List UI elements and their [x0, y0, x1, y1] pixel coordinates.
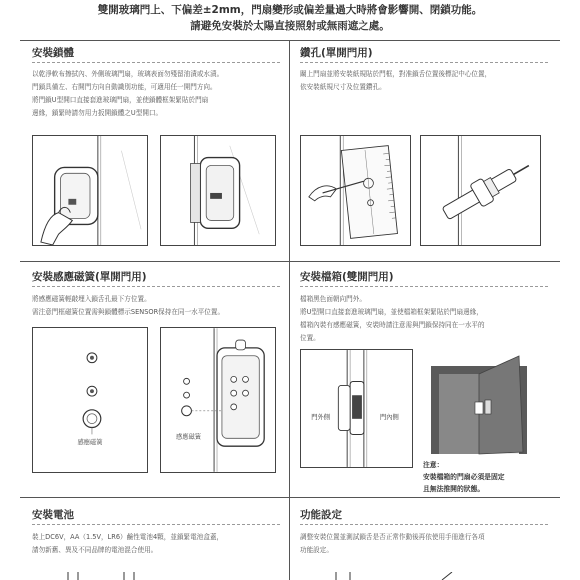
- label-door-inside: 門內側: [380, 413, 399, 421]
- sensor-magnet-label-left: 感應磁簧: [77, 439, 103, 447]
- double-door-illustration: [423, 352, 543, 456]
- section-rule: [32, 286, 280, 287]
- section-title-install-lock: 安裝鎖體: [32, 47, 74, 59]
- battery-text: 裝上DC6V，AA（1.5V，LR6）鹼性電池4顆，並鎖緊電池盒蓋， 請勿新舊、異及不同品牌的電池混合使用。: [32, 533, 224, 554]
- function-illustration-top: [330, 572, 470, 580]
- install-lock-text: 以乾淨軟布擦拭內、外側玻璃門扇，玻璃表面勿殘留油漬或水漬。 門鎖具備左、右開門方向自動識別功能，可適用任一開門方向。 將門鎖U型開口直接套進玻璃門扇，並使鎖體框架緊貼於門扇 邊緣，鎖緊時請勿用力扳開鎖體之U型開口。: [32, 70, 224, 117]
- section-title-stopper-box: 安裝檔箱(雙開門用): [300, 271, 394, 283]
- column-divider: [289, 40, 290, 580]
- sensor-magnet-illustration-1: [32, 327, 148, 473]
- top-notice-line-1: 雙開玻璃門上、下偏差±2mm，門扇變形或偏差量過大時將會影響開、閉鎖功能。: [97, 4, 483, 16]
- stopper-box-text: 檔箱黑色面朝向門外。 將U型開口直接套進玻璃門扇，並使檔箱框架緊貼於門扇邊緣， 檔箱內裝有感應磁簧，安裝時請注意需與門鎖保持同在一水平的 位置。: [300, 295, 485, 342]
- section-rule: [300, 524, 548, 525]
- install-lock-illustration-2: [160, 135, 276, 246]
- lower-divider: [20, 497, 560, 498]
- stopper-box-note: 注意： 安裝檔箱的門扇必須是固定 且無法推開的狀態。: [423, 461, 505, 493]
- function-text: 調整安裝位置並測試鎖舌是否正常作動後再依使用手冊進行各項 功能設定。: [300, 533, 485, 554]
- section-rule: [300, 286, 548, 287]
- battery-illustration-top: [60, 572, 180, 580]
- section-rule: [300, 62, 548, 63]
- stopper-box-illustration: [300, 349, 413, 468]
- top-divider: [20, 40, 560, 41]
- section-title-function: 功能設定: [300, 509, 342, 521]
- sensor-magnet-label-right: 感應磁簧: [175, 433, 202, 441]
- sensor-magnet-text: 將感應磁簧輕敲埋入鎖舌孔最下方位置。 需注意門框磁簧位置需與鎖體標示SENSOR保持在同一水平位置。: [32, 295, 225, 316]
- drill-hole-illustration-1: [300, 135, 411, 246]
- section-rule: [32, 524, 280, 525]
- section-title-drill-hole: 鑽孔(單開門用): [300, 47, 373, 59]
- section-title-battery: 安裝電池: [32, 509, 74, 521]
- drill-hole-illustration-2: [420, 135, 541, 246]
- drill-hole-text: 關上門扇並將安裝紙規貼於門框，對准鎖舌位置後標記中心位置， 依安裝紙規尺寸及位置鑽孔。: [300, 70, 492, 91]
- section-rule: [32, 62, 280, 63]
- top-notice-line-2: 請避免安裝於太陽直接照射或無雨遮之處。: [190, 20, 390, 32]
- label-door-outside: 門外側: [311, 413, 331, 421]
- sensor-magnet-illustration-2: [160, 327, 276, 473]
- section-title-sensor-magnet: 安裝感應磁簧(單開門用): [32, 271, 147, 283]
- middle-divider: [20, 261, 560, 262]
- install-lock-illustration-1: [32, 135, 148, 246]
